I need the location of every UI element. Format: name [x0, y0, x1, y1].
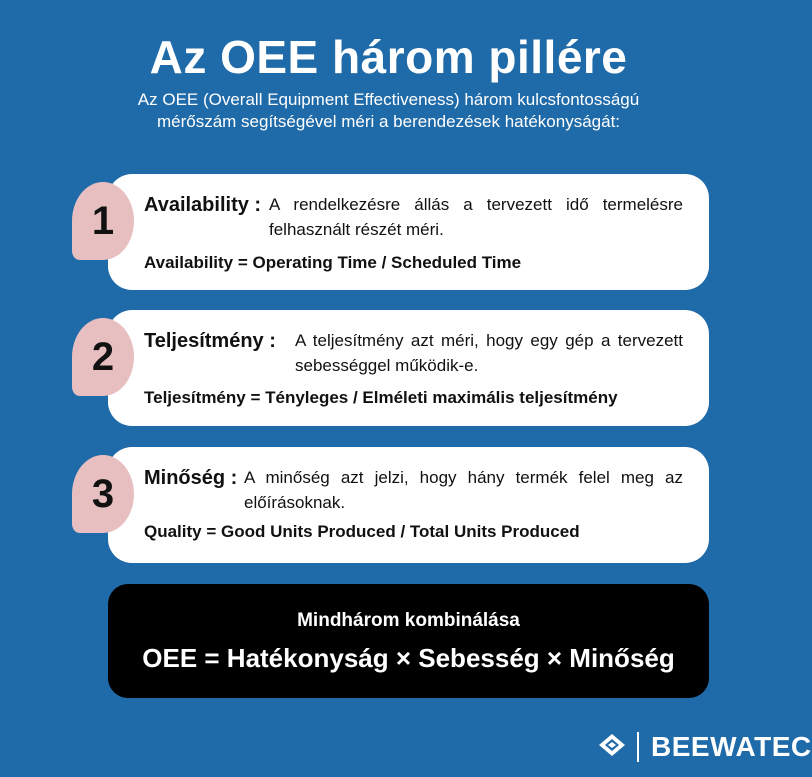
brand-logo [597, 728, 812, 766]
pillar-card-teljesitmeny [108, 310, 709, 426]
pillar-formula: Quality = Good Units Produced / Total Units Produced [144, 522, 580, 541]
pillar-description: A minőség azt jelzi, hogy hány termék felel meg az előírásoknak. [244, 468, 683, 512]
pillar-label: Minőség : [144, 467, 238, 489]
pillar-number-badge: 2 [72, 318, 134, 396]
pillar-card-availability [108, 174, 709, 290]
combination-box [108, 584, 709, 698]
brand-name: BEEWATEC [651, 731, 812, 762]
combination-formula: OEE = Hatékonyság × Sebesség × Minőség [142, 643, 675, 673]
pillar-description: A rendelkezésre állás a tervezett idő termelésre felhasznált részét méri. [269, 195, 683, 239]
pillar-label: Teljesítmény : [144, 330, 276, 352]
page-title: Az OEE három pillére [149, 31, 628, 83]
logo-divider [637, 732, 639, 762]
pillar-formula: Availability = Operating Time / Scheduled Time [144, 253, 522, 272]
pillar-formula: Teljesítmény = Tényleges / Elméleti maximális teljesítmény [144, 388, 618, 407]
pillar-number-badge: 3 [72, 455, 134, 533]
beewatec-logo-icon [597, 730, 627, 765]
combination-title: Mindhárom kombinálása [297, 610, 520, 631]
pillar-number-badge: 1 [72, 182, 134, 260]
page-subtitle: Az OEE (Overall Equipment Effectiveness) három kulcsfontosságú mérőszám segítségével méri a berendezések hatékonyságát: [137, 90, 640, 131]
pillar-label: Availability : [144, 194, 262, 216]
pillar-card-minoseg [108, 447, 709, 563]
pillar-description: A teljesítmény azt méri, hogy egy gép a tervezett sebességgel működik-e. [295, 331, 683, 375]
